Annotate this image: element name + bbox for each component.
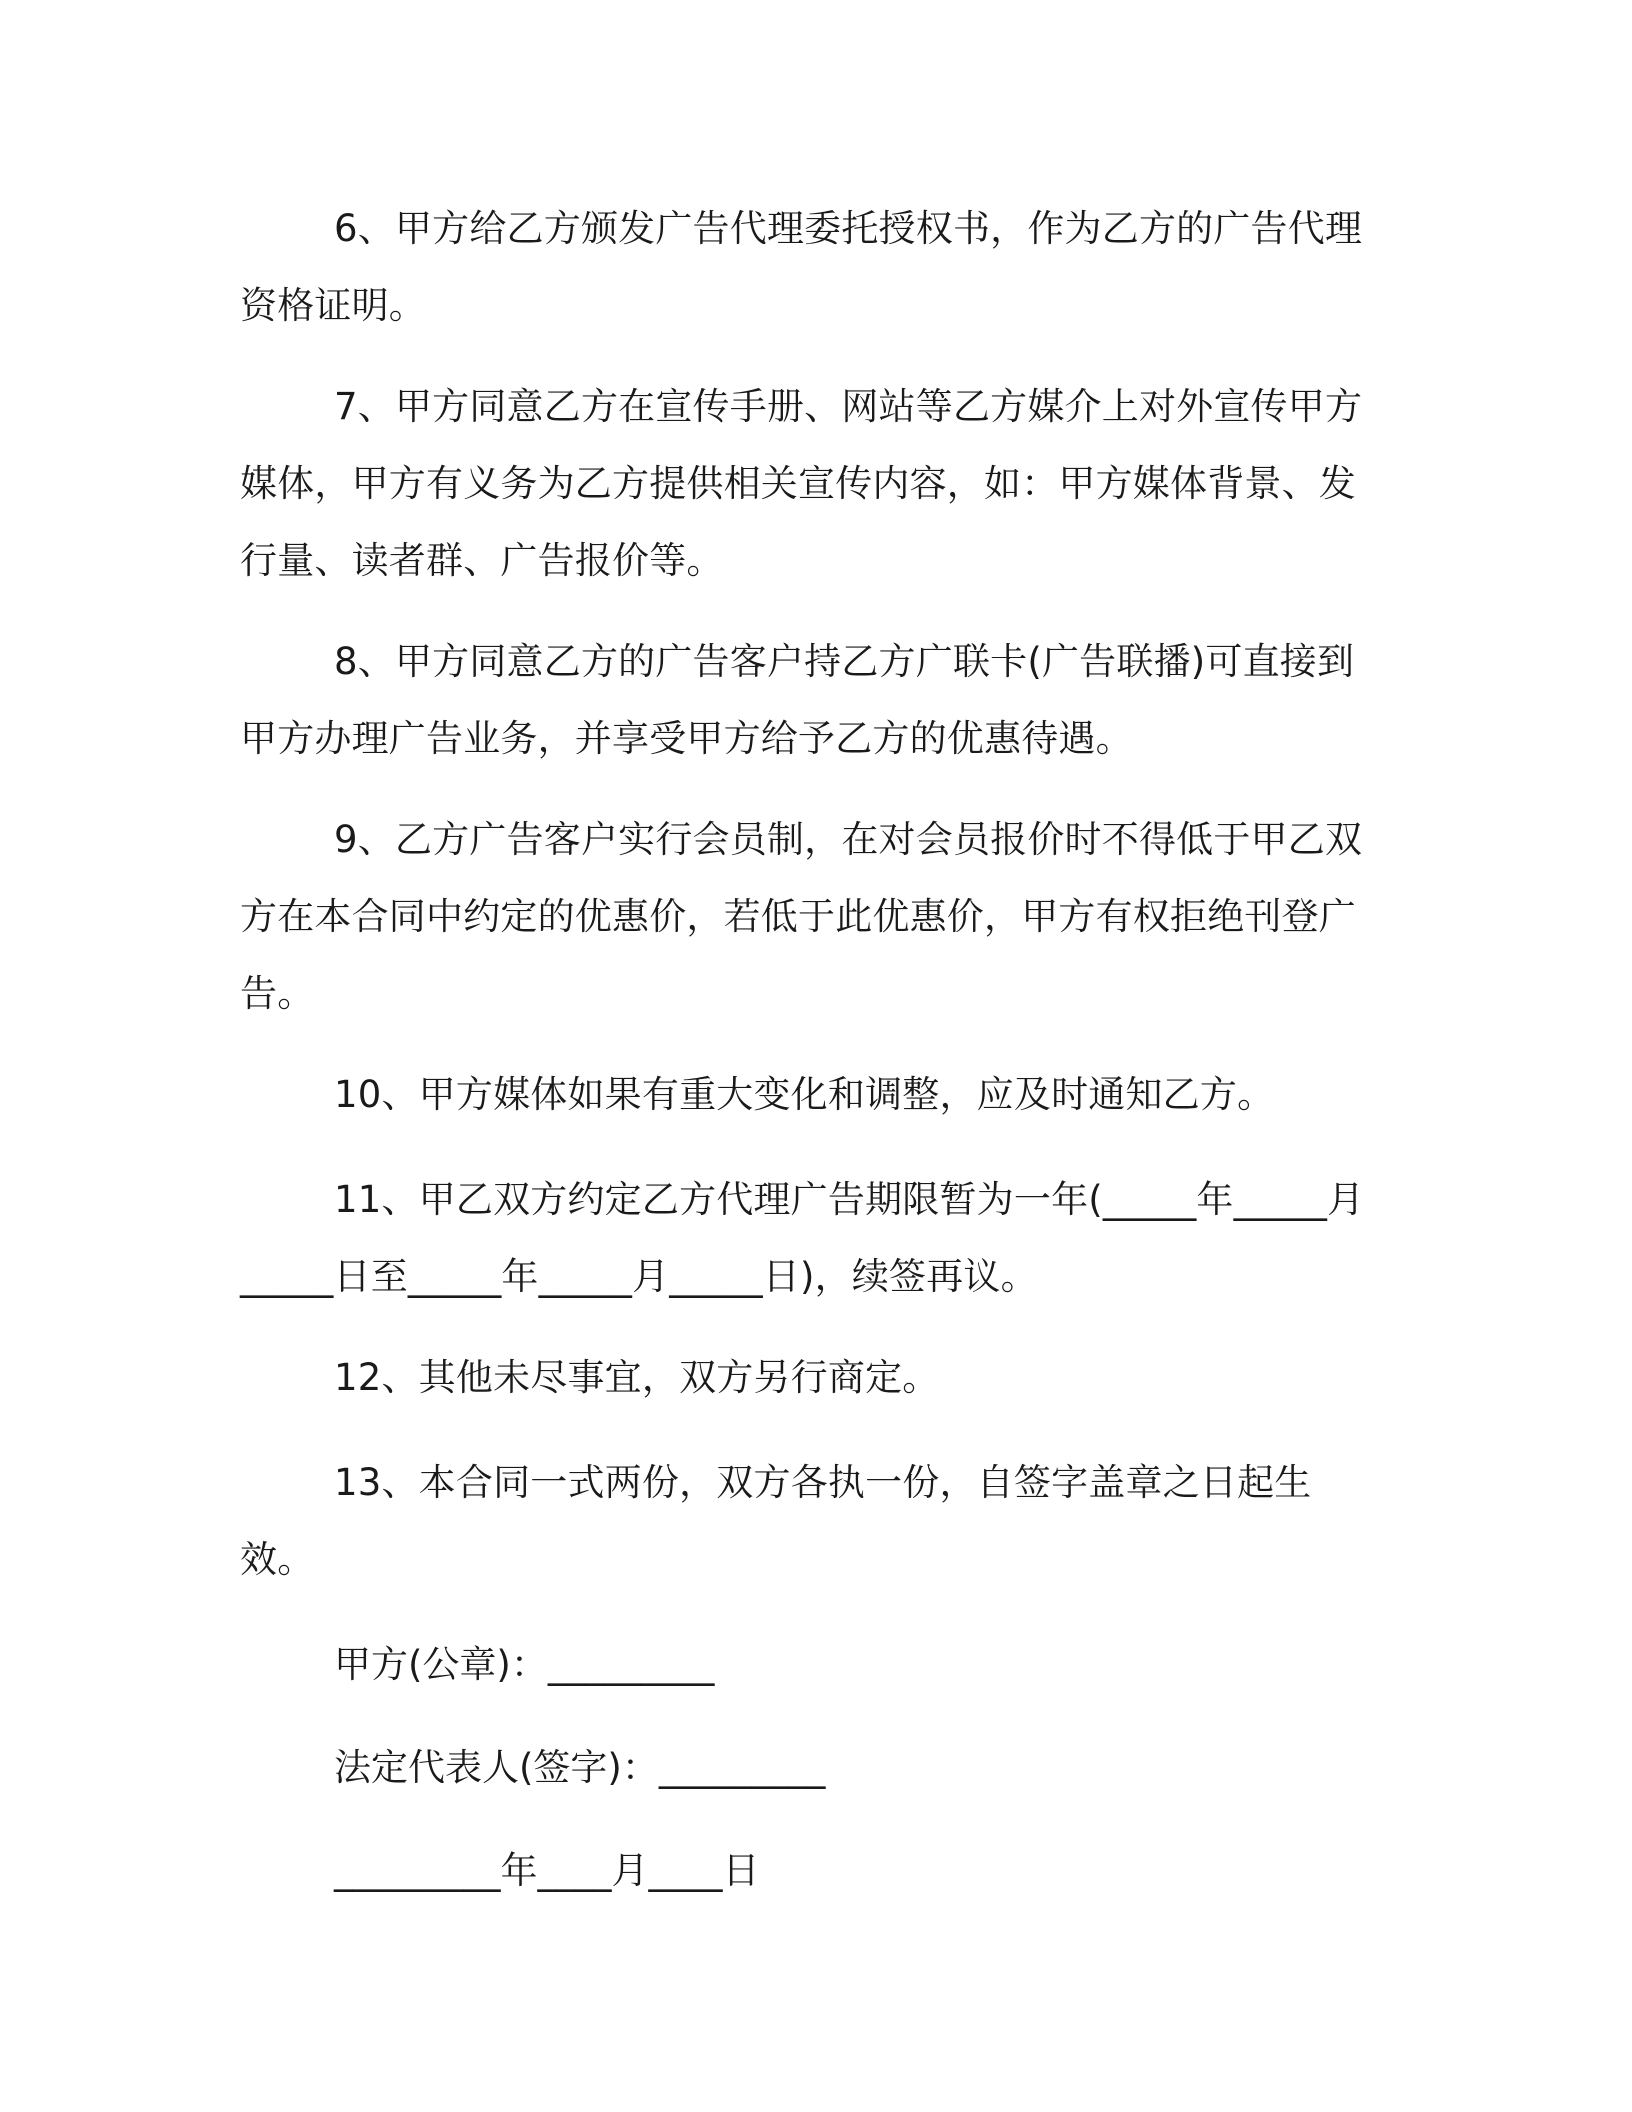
- signing-date-line: _________年____月____日: [334, 1849, 760, 1892]
- legal-representative-signature-line: 法定代表人(签字)：_________: [334, 1746, 826, 1789]
- clause-10: 10、甲方媒体如果有重大变化和调整，应及时通知乙方。: [334, 1073, 1275, 1116]
- clause-9: 9、乙方广告客户实行会员制，在对会员报价时不得低于甲乙双方在本合同中约定的优惠价，若低于此优惠价，甲方有权拒绝刊登广告。: [240, 818, 1363, 1015]
- clause-13: 13、本合同一式两份，双方各执一份，自签字盖章之日起生效。: [240, 1461, 1312, 1581]
- clause-7: 7、甲方同意乙方在宣传手册、网站等乙方媒介上对外宣传甲方媒体，甲方有义务为乙方提供相关宣传内容，如：甲方媒体背景、发行量、读者群、广告报价等。: [240, 385, 1363, 582]
- party-a-seal-line: 甲方(公章)：_________: [334, 1643, 715, 1686]
- clause-6: 6、甲方给乙方颁发广告代理委托授权书，作为乙方的广告代理资格证明。: [240, 207, 1363, 327]
- contract-body: [240, 190, 1380, 1909]
- clause-11: 11、甲乙双方约定乙方代理广告期限暂为一年(_____年_____月_____日至_____年_____月_____日)，续签再议。: [240, 1178, 1365, 1298]
- clause-12: 12、其他未尽事宜，双方另行商定。: [334, 1356, 940, 1399]
- clause-8: 8、甲方同意乙方的广告客户持乙方广联卡(广告联播)可直接到甲方办理广告业务，并享受甲方给予乙方的优惠待遇。: [240, 640, 1355, 760]
